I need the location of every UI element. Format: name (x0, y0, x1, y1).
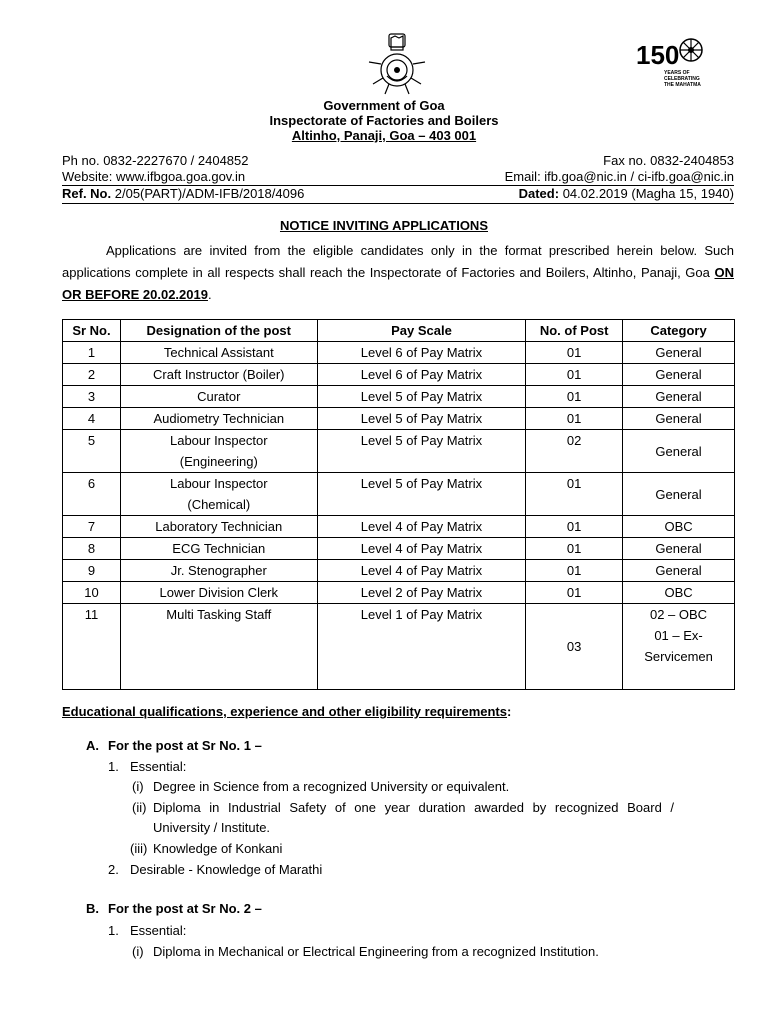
category-line-2: 01 – Ex- (654, 628, 703, 643)
cell-designation: ECG Technician (120, 538, 317, 560)
col-header-category: Category (623, 320, 735, 342)
cell-posts: 01 (526, 408, 623, 430)
cell-category: OBC (623, 582, 735, 604)
cell-sr: 1 (63, 342, 121, 364)
fax-number: Fax no. 0832-2404853 (603, 153, 734, 168)
logo-number: 150 (636, 40, 680, 70)
cell-designation (120, 430, 317, 473)
table-row (63, 560, 735, 582)
cell-posts: 01 (526, 342, 623, 364)
header-line-1: Government of Goa (323, 98, 445, 113)
section-b-item-1-num: 1. (108, 923, 119, 938)
table-row (63, 430, 735, 473)
cell-sr: 10 (63, 582, 121, 604)
cell-pay-scale: Level 5 of Pay Matrix (317, 386, 526, 408)
emblem-icon (355, 32, 439, 96)
cell-posts: 01 (526, 538, 623, 560)
cell-posts: 01 (526, 560, 623, 582)
email: Email: ifb.goa@nic.in / ci-ifb.goa@nic.in (504, 169, 734, 184)
table-row (63, 538, 735, 560)
cell-category: General (623, 560, 735, 582)
cell-designation: Curator (120, 386, 317, 408)
cell-category (623, 604, 735, 690)
col-header-no-of-post: No. of Post (526, 320, 623, 342)
cell-posts: 02 (526, 430, 623, 473)
section-a-title: For the post at Sr No. 1 – (108, 738, 262, 753)
cell-designation: Laboratory Technician (120, 516, 317, 538)
table-row (63, 582, 735, 604)
designation-line-1: Labour Inspector (169, 476, 268, 491)
dated-label: Dated: (518, 186, 560, 201)
cell-pay-scale: Level 5 of Pay Matrix (317, 430, 526, 473)
cell-sr: 7 (63, 516, 121, 538)
cell-pay-scale: Level 4 of Pay Matrix (317, 538, 526, 560)
table-row (63, 342, 735, 364)
table-header-row (63, 320, 735, 342)
cell-designation (120, 473, 317, 516)
header-line-3: Altinho, Panaji, Goa – 403 001 (291, 128, 477, 143)
cell-pay-scale: Level 2 of Pay Matrix (317, 582, 526, 604)
cell-category: General (623, 364, 735, 386)
cell-category: General (623, 538, 735, 560)
col-header-sr: Sr No. (63, 320, 121, 342)
table-row (63, 386, 735, 408)
cell-category: General (623, 473, 735, 516)
section-a-iii-num: (iii) (130, 841, 148, 856)
ref-number: 2/05(PART)/ADM-IFB/2018/4096 (114, 186, 305, 201)
cell-designation: Craft Instructor (Boiler) (120, 364, 317, 386)
table-row (63, 408, 735, 430)
section-a-i-num: (i) (132, 779, 144, 794)
section-a-iii-text: Knowledge of Konkani (153, 841, 283, 856)
section-a-i-text: Degree in Science from a recognized University or equivalent. (153, 779, 510, 794)
section-b-title: For the post at Sr No. 2 – (108, 901, 262, 916)
letterhead (0, 98, 768, 143)
designation-line-2: (Chemical) (187, 497, 251, 512)
cell-pay-scale: Level 4 of Pay Matrix (317, 516, 526, 538)
header-line-2: Inspectorate of Factories and Boilers (269, 113, 499, 128)
cell-category: General (623, 430, 735, 473)
col-header-designation: Designation of the post (120, 320, 317, 342)
designation-line-1: Labour Inspector (169, 433, 268, 448)
website: Website: www.ifbgoa.goa.gov.in (62, 169, 246, 184)
table-row (63, 364, 735, 386)
eligibility-heading-text: Educational qualifications, experience and other eligibility requirements (62, 704, 507, 719)
cell-sr: 6 (63, 473, 121, 516)
contact-block (62, 153, 734, 185)
cell-category: General (623, 342, 735, 364)
designation-line-2: (Engineering) (179, 454, 258, 469)
cell-posts: 01 (526, 364, 623, 386)
cell-posts: 03 (526, 604, 623, 690)
section-a-ii-text-line2: University / Institute. (153, 820, 271, 835)
cell-pay-scale: Level 5 of Pay Matrix (317, 473, 526, 516)
logo-line2: CELEBRATING (664, 76, 700, 82)
cell-posts: 01 (526, 386, 623, 408)
divider-bottom (62, 203, 734, 204)
section-a-desirable: Desirable - Knowledge of Marathi (130, 862, 323, 877)
table-row (63, 516, 735, 538)
section-a-label: A. (86, 738, 99, 753)
cell-posts: 01 (526, 473, 623, 516)
section-b-i-text: Diploma in Mechanical or Electrical Engineering from a recognized Institution. (153, 944, 599, 959)
dated-value: 04.02.2019 (Magha 15, 1940) (562, 186, 734, 201)
notice-paragraph (62, 240, 734, 306)
posts-table (62, 319, 735, 690)
cell-sr: 8 (63, 538, 121, 560)
cell-category: General (623, 386, 735, 408)
cell-sr: 11 (63, 604, 121, 690)
eligibility-heading-colon: : (507, 704, 512, 719)
notice-title: NOTICE INVITING APPLICATIONS (279, 218, 488, 233)
cell-sr: 2 (63, 364, 121, 386)
category-line-1: 02 – OBC (649, 607, 708, 622)
section-a-ii-text (153, 800, 733, 816)
cell-pay-scale: Level 6 of Pay Matrix (317, 364, 526, 386)
cell-pay-scale: Level 1 of Pay Matrix (317, 604, 526, 690)
notice-body: Applications are invited from the eligible candidates only in the format prescribed herein below. Such applications complete in all respects shall reach the Inspectorate of Factories and Boilers, Altinho, Panaji, Goa (62, 243, 734, 280)
notice-end: . (207, 287, 212, 302)
table-row (63, 604, 735, 690)
eligibility-heading (62, 704, 511, 719)
cell-sr: 9 (63, 560, 121, 582)
col-header-pay-scale: Pay Scale (317, 320, 526, 342)
cell-designation: Audiometry Technician (120, 408, 317, 430)
section-b-i-num: (i) (132, 944, 144, 959)
cell-category: OBC (623, 516, 735, 538)
gandhi-150-logo (634, 36, 712, 92)
table-row (63, 473, 735, 516)
cell-posts: 01 (526, 582, 623, 604)
logo-line1: YEARS OF (664, 70, 690, 76)
section-b-label: B. (86, 901, 99, 916)
phone-number: Ph no. 0832-2227670 / 2404852 (62, 153, 249, 168)
section-a-essential: Essential: (130, 759, 187, 774)
section-a-item-1-num: 1. (108, 759, 119, 774)
cell-category: General (623, 408, 735, 430)
cell-designation: Multi Tasking Staff (120, 604, 317, 690)
logo-line3: THE MAHATMA (664, 82, 701, 88)
cell-posts: 01 (526, 516, 623, 538)
reference-block (62, 186, 734, 202)
cell-sr: 3 (63, 386, 121, 408)
category-line-3: Servicemen (644, 649, 713, 664)
cell-designation: Lower Division Clerk (120, 582, 317, 604)
section-a-ii-text-line1: Diploma in Industrial Safety of one year duration awarded by recognized Board / (153, 800, 675, 815)
cell-pay-scale: Level 6 of Pay Matrix (317, 342, 526, 364)
section-a-item-2-num: 2. (108, 862, 119, 877)
cell-sr: 4 (63, 408, 121, 430)
section-b-essential: Essential: (130, 923, 187, 938)
notice-deadline: ON OR BEFORE 20.02.2019 (62, 265, 734, 302)
section-a-ii-num: (ii) (132, 800, 147, 815)
ref-label: Ref. No. (62, 186, 112, 201)
cell-pay-scale: Level 5 of Pay Matrix (317, 408, 526, 430)
cell-sr: 5 (63, 430, 121, 473)
cell-pay-scale: Level 4 of Pay Matrix (317, 560, 526, 582)
cell-designation: Jr. Stenographer (120, 560, 317, 582)
cell-designation: Technical Assistant (120, 342, 317, 364)
